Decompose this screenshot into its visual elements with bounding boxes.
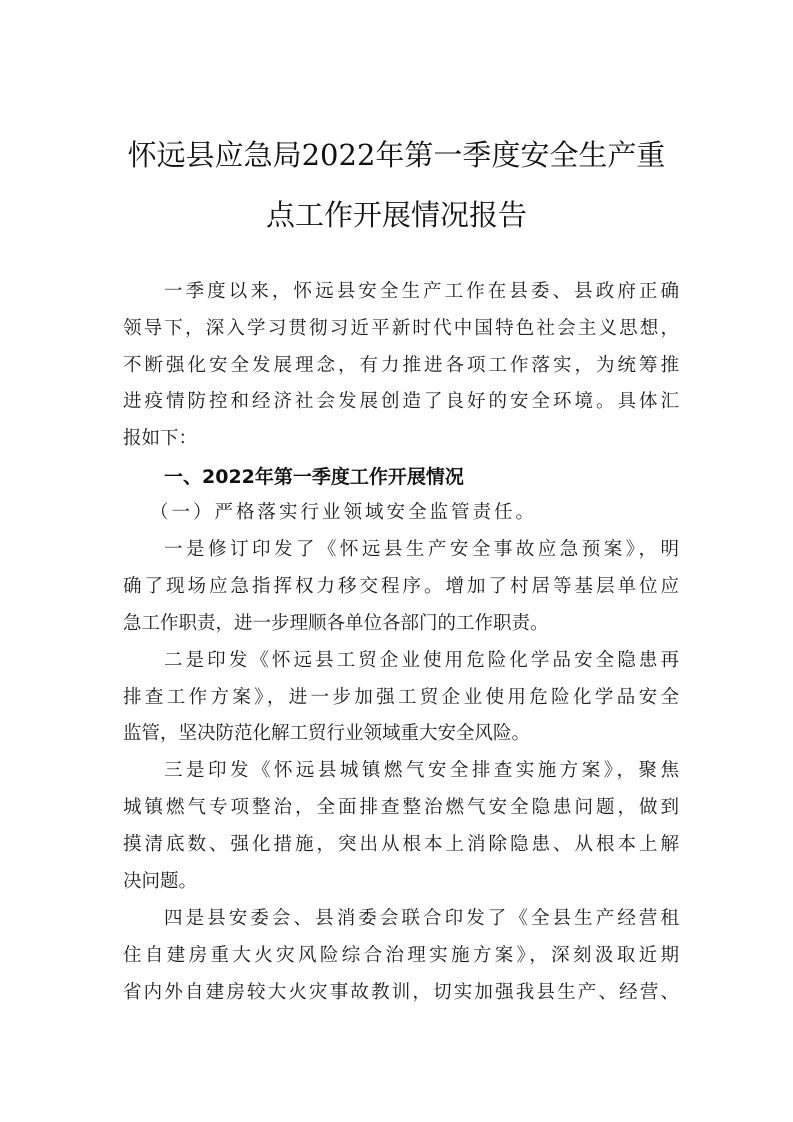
item-4-line: 住自建房重大火灾风险综合治理实施方案》，深刻汲取近期 xyxy=(123,945,679,966)
subsection-heading: （一）严格落实行业领域安全监管责任。 xyxy=(150,502,538,523)
item-2-line: 监管，坚决防范化解工贸行业领域重大安全风险。 xyxy=(123,723,531,744)
item-2-line: 排查工作方案》，进一步加强工贸企业使用危险化学品安全 xyxy=(123,687,679,708)
item-3-line: 城镇燃气专项整治，全面排查整治燃气安全隐患问题，做到 xyxy=(123,797,679,818)
document-title-line-1: 怀远县应急局2022年第一季度安全生产重 xyxy=(127,138,666,172)
item-3-line: 三是印发《怀远县城镇燃气安全排查实施方案》，聚焦 xyxy=(164,760,679,781)
item-2-line: 二是印发《怀远县工贸企业使用危险化学品安全隐患再 xyxy=(164,650,679,671)
item-1-line: 确了现场应急指挥权力移交程序。增加了村居等基层单位应 xyxy=(123,576,679,597)
section-heading: 一、2022年第一季度工作开展情况 xyxy=(164,466,464,488)
item-4-line: 四是县安委会、县消委会联合印发了《全县生产经营租 xyxy=(164,908,679,929)
intro-paragraph-line: 不断强化安全发展理念，有力推进各项工作落实，为统筹推 xyxy=(123,355,679,376)
item-1-line: 一是修订印发了《怀远县生产安全事故应急预案》，明 xyxy=(164,539,679,560)
intro-paragraph-line: 报如下： xyxy=(123,428,198,449)
intro-paragraph-line: 进疫情防控和经济社会发展创造了良好的安全环境。具体汇 xyxy=(123,391,679,412)
item-1-line: 急工作职责，进一步理顺各单位各部门的工作职责。 xyxy=(123,613,549,634)
document-title-line-2: 点工作开展情况报告 xyxy=(265,198,527,232)
item-4-line: 省内外自建房较大火灾事故教训，切实加强我县生产、经营、 xyxy=(123,982,679,1003)
item-3-line: 摸清底数、强化措施，突出从根本上消除隐患、从根本上解 xyxy=(123,834,679,855)
intro-paragraph-line: 一季度以来，怀远县安全生产工作在县委、县政府正确 xyxy=(164,281,679,302)
intro-paragraph-line: 领导下，深入学习贯彻习近平新时代中国特色社会主义思想， xyxy=(123,318,679,339)
item-3-line: 决问题。 xyxy=(123,871,198,892)
